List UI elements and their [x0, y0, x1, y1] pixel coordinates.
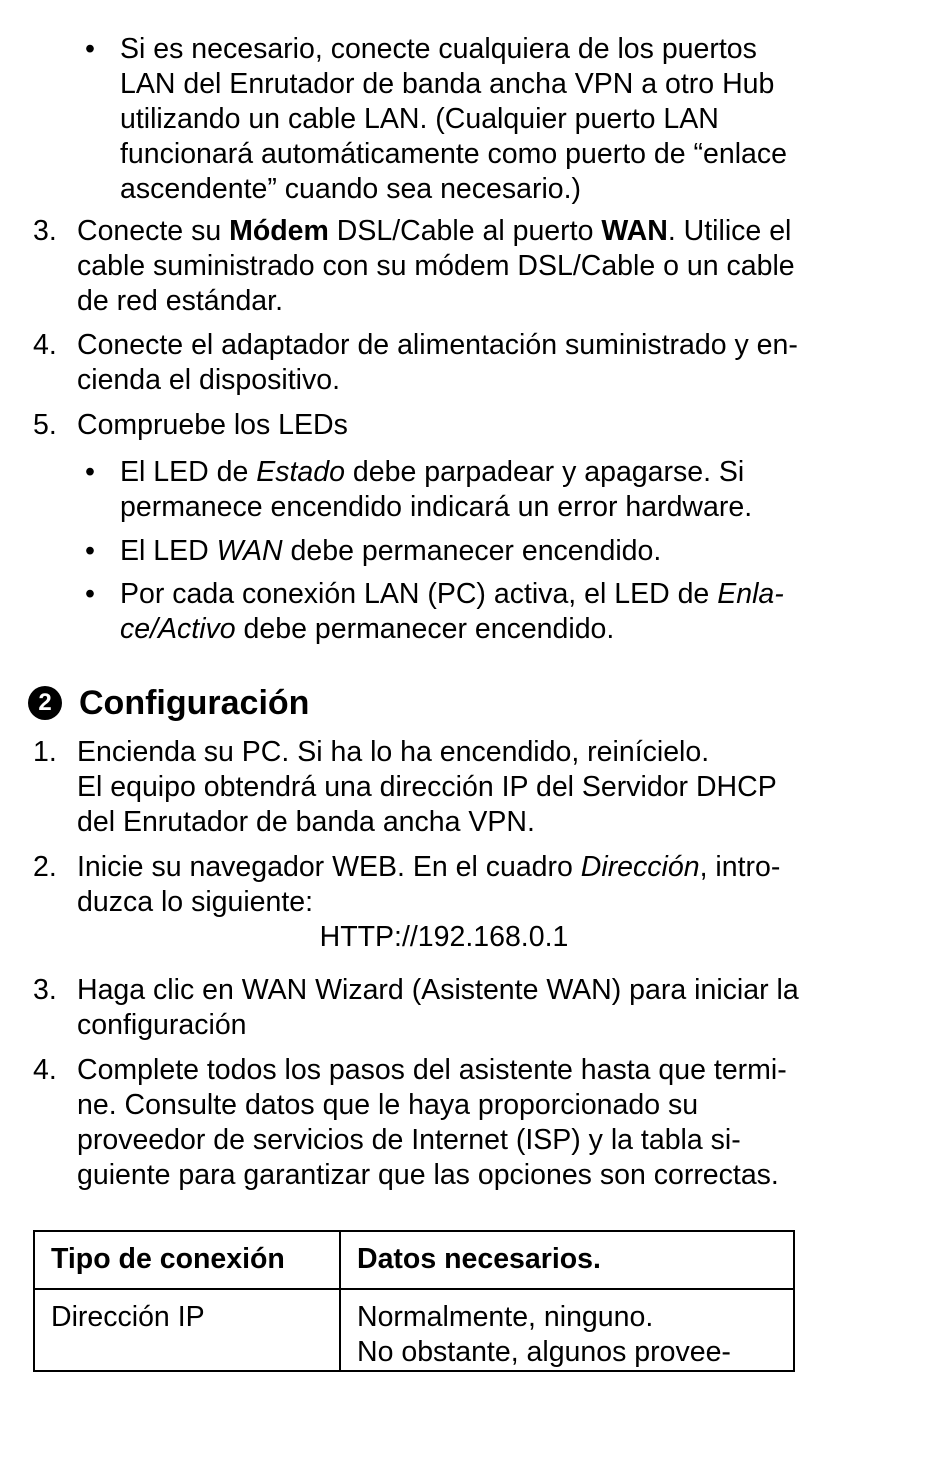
- text-line: guiente para garantizar que las opciones son correctas.: [77, 1159, 779, 1191]
- bullet-dot: •: [85, 33, 95, 65]
- bullet-dot: •: [85, 535, 95, 567]
- led-status-bullet: [120, 455, 880, 525]
- step-power-on-pc: [77, 735, 877, 840]
- section-heading: [28, 683, 309, 723]
- bullet-dot: •: [85, 456, 95, 488]
- step-number: 3.: [33, 974, 57, 1006]
- text-line: cable suministrado con su módem DSL/Cable o un cable: [77, 250, 795, 282]
- step-check-leds: [77, 408, 877, 443]
- text-line: LAN del Enrutador de banda ancha VPN a otro Hub: [120, 68, 775, 100]
- text-line: de red estándar.: [77, 285, 283, 317]
- section-number-badge: 2: [28, 686, 62, 720]
- table-cell: [340, 1289, 794, 1371]
- text-line: cienda el dispositivo.: [77, 364, 340, 396]
- step-connect-power: [77, 328, 877, 398]
- step-wan-wizard: [77, 973, 877, 1043]
- table-row: [34, 1289, 794, 1371]
- connection-type-table: [33, 1230, 795, 1372]
- text-line: Conecte su Módem DSL/Cable al puerto WAN. Utilice el: [77, 215, 792, 247]
- hub-connection-bullet: [120, 32, 880, 207]
- text-line: Si es necesario, conecte cualquiera de los puertos: [120, 33, 757, 65]
- text-line: Inicie su navegador WEB. En el cuadro Dirección, intro-: [77, 851, 781, 883]
- text-line: duzca lo siguiente:: [77, 886, 314, 918]
- bullet-dot: •: [85, 578, 95, 610]
- table-cell: Dirección IP: [34, 1289, 340, 1371]
- router-url: HTTP://192.168.0.1: [319, 921, 569, 953]
- text-line: permanece encendido indicará un error hardware.: [120, 491, 753, 523]
- text-line: ascendente” cuando sea necesario.): [120, 173, 582, 205]
- section-title: Configuración: [79, 684, 310, 722]
- step-number: 5.: [33, 409, 57, 441]
- table-header-row: [34, 1231, 794, 1289]
- step-number: 4.: [33, 329, 57, 361]
- step-open-browser: [77, 850, 877, 920]
- led-link-bullet: [120, 577, 880, 647]
- text-line: Haga clic en WAN Wizard (Asistente WAN) para iniciar la: [77, 974, 799, 1006]
- step-number: 4.: [33, 1054, 57, 1086]
- text-line: funcionará automáticamente como puerto de “enlace: [120, 138, 787, 170]
- led-wan-bullet: [120, 534, 880, 569]
- text-line: El LED de Estado debe parpadear y apagarse. Si: [120, 456, 745, 488]
- text-line: utilizando un cable LAN. (Cualquier puerto LAN: [120, 103, 719, 135]
- text-line: No obstante, algunos provee-: [357, 1336, 731, 1368]
- step-number: 3.: [33, 215, 57, 247]
- text-line: Encienda su PC. Si ha lo ha encendido, reinícielo.: [77, 736, 710, 768]
- text-line: ne. Consulte datos que le haya proporcionado su: [77, 1089, 699, 1121]
- text-line: del Enrutador de banda ancha VPN.: [77, 806, 535, 838]
- text-line: Complete todos los pasos del asistente hasta que termi-: [77, 1054, 787, 1086]
- table-header-cell: Tipo de conexión: [34, 1231, 340, 1289]
- text-line: ce/Activo debe permanecer encendido.: [120, 613, 615, 645]
- text-line: Conecte el adaptador de alimentación suministrado y en-: [77, 329, 798, 361]
- step-connect-modem: [77, 214, 877, 319]
- text-line: El LED WAN debe permanecer encendido.: [120, 535, 662, 567]
- text-line: Normalmente, ninguno.: [357, 1301, 654, 1333]
- text-line: El equipo obtendrá una dirección IP del Servidor DHCP: [77, 771, 777, 803]
- text-line: proveedor de servicios de Internet (ISP) y la tabla si-: [77, 1124, 741, 1156]
- table-header-cell: Datos necesarios.: [340, 1231, 794, 1289]
- step-number: 1.: [33, 736, 57, 768]
- text-line: configuración: [77, 1009, 247, 1041]
- step-complete-wizard: [77, 1053, 877, 1193]
- step-number: 2.: [33, 851, 57, 883]
- text-line: Compruebe los LEDs: [77, 409, 348, 441]
- text-line: Por cada conexión LAN (PC) activa, el LED de Enla-: [120, 578, 784, 610]
